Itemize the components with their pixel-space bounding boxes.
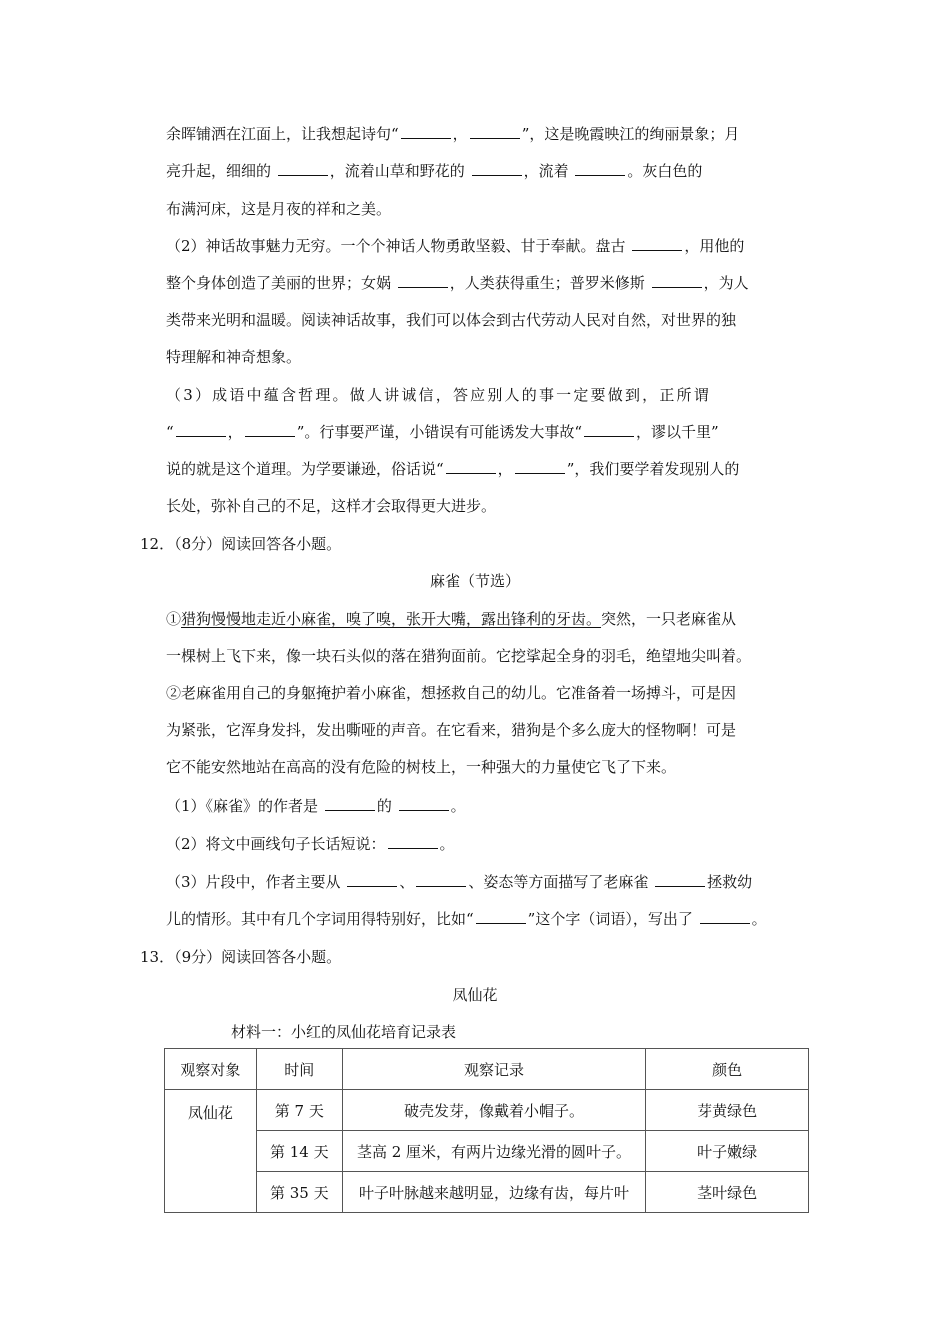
answer-blank[interactable]: [398, 275, 448, 288]
answer-blank[interactable]: [575, 163, 625, 176]
answer-blank[interactable]: [655, 874, 705, 887]
q12-sub3-line1: （3）片段中，作者主要从 、 、姿态等方面描写了老麻雀 拯救幼: [166, 873, 753, 891]
q12-passage-line2: 一棵树上飞下来，像一块石头似的落在猎狗面前。它挖挲起全身的羽毛，绝望地尖叫着。: [166, 647, 752, 665]
q13-passage-title: 凤仙花: [452, 986, 498, 1004]
color-cell: 茎叶绿色: [646, 1172, 809, 1213]
q13-heading: 13．（9分）阅读回答各小题。: [140, 948, 342, 966]
answer-blank[interactable]: [401, 126, 451, 139]
color-cell: 芽黄绿色: [646, 1090, 809, 1131]
header-cell: 观察对象: [165, 1049, 257, 1090]
answer-blank[interactable]: [176, 424, 226, 437]
q11-p3-line4: 长处，弥补自己的不足，这样才会取得更大进步。: [166, 497, 497, 515]
q12-passage-line4: 为紧张，它浑身发抖，发出嘶哑的声音。在它看来，猎狗是个多么庞大的怪物啊！可是: [166, 721, 737, 739]
q11-p1-line1: 余晖铺洒在江面上，让我想起诗句“ ， ”，这是晚霞映江的绚丽景象；月: [166, 125, 740, 143]
record-cell: 叶子叶脉越来越明显，边缘有齿，每片叶: [342, 1172, 645, 1213]
answer-blank[interactable]: [472, 163, 522, 176]
q12-passage-line3: ②老麻雀用自己的身躯掩护着小麻雀，想拯救自己的幼儿。它准备着一场搏斗，可是因: [166, 684, 737, 702]
time-cell: 第 14 天: [256, 1131, 342, 1172]
answer-blank[interactable]: [515, 461, 565, 474]
record-cell: 破壳发芽，像戴着小帽子。: [342, 1090, 645, 1131]
q11-p1-line3: 布满河床，这是月夜的祥和之美。: [166, 200, 392, 218]
answer-blank[interactable]: [399, 798, 449, 811]
q11-p2-line4: 特理解和神奇想象。: [166, 348, 302, 366]
q11-p3-line2: “ ， ”。行事要严谨，小错误有可能诱发大事故“ ，谬以千里”: [166, 423, 719, 441]
q11-p3-line1: （3）成语中蕴含哲理。做人讲诚信，答应别人的事一定要做到，正所谓: [166, 386, 711, 404]
q11-p2-line1: （2）神话故事魅力无穷。一个个神话人物勇敢坚毅、甘于奉献。盘古 ，用他的: [166, 237, 745, 255]
answer-blank[interactable]: [584, 424, 634, 437]
q11-p2-line2: 整个身体创造了美丽的世界；女娲 ，人类获得重生；普罗米修斯 ，为人: [166, 274, 749, 292]
table-row: [165, 1172, 809, 1213]
answer-blank[interactable]: [278, 163, 328, 176]
answer-blank[interactable]: [325, 798, 375, 811]
q12-sub3-line2: 儿的情形。其中有几个字词用得特别好，比如“ ”这个字（词语），写出了 。: [166, 910, 767, 928]
q13-material-caption: 材料一：小红的凤仙花培育记录表: [231, 1023, 457, 1041]
cultivation-record-table: [164, 1048, 809, 1213]
underlined-sentence: 猎狗慢慢地走近小麻雀，嗅了嗅，张开大嘴，露出锋利的牙齿。: [181, 610, 602, 628]
answer-blank[interactable]: [347, 874, 397, 887]
q11-p1-line2: 亮升起，细细的 ，流着山草和野花的 ，流着 。灰白色的: [166, 162, 703, 180]
q11-p2-line3: 类带来光明和温暖。阅读神话故事，我们可以体会到古代劳动人民对自然，对世界的独: [166, 311, 737, 329]
q12-sub2: （2）将文中画线句子长话短说： 。: [166, 835, 455, 853]
answer-blank[interactable]: [470, 126, 520, 139]
color-cell: 叶子嫩绿: [646, 1131, 809, 1172]
answer-blank[interactable]: [476, 911, 526, 924]
answer-blank[interactable]: [632, 238, 682, 251]
table-row: [165, 1131, 809, 1172]
q12-sub1: （1）《麻雀》的作者是 的 。: [166, 797, 466, 815]
answer-blank[interactable]: [245, 424, 295, 437]
q11-p3-line3: 说的就是这个道理。为学要谦逊，俗话说“ ， ”，我们要学着发现别人的: [166, 460, 740, 478]
table-header-row: [165, 1049, 809, 1090]
record-cell: 茎高 2 厘米，有两片边缘光滑的圆叶子。: [342, 1131, 645, 1172]
header-cell: 观察记录: [342, 1049, 645, 1090]
answer-blank[interactable]: [652, 275, 702, 288]
header-cell: 颜色: [646, 1049, 809, 1090]
answer-blank[interactable]: [416, 874, 466, 887]
time-cell: 第 7 天: [256, 1090, 342, 1131]
header-cell: 时间: [256, 1049, 342, 1090]
answer-blank[interactable]: [700, 911, 750, 924]
q12-passage-line5: 它不能安然地站在高高的没有危险的树枝上，一种强大的力量使它飞了下来。: [166, 758, 677, 776]
subject-cell: 凤仙花: [165, 1090, 257, 1213]
q12-heading: 12．（8分）阅读回答各小题。: [140, 535, 342, 553]
time-cell: 第 35 天: [256, 1172, 342, 1213]
q12-passage-line1: ①猎狗慢慢地走近小麻雀，嗅了嗅，张开大嘴，露出锋利的牙齿。突然，一只老麻雀从: [166, 610, 737, 628]
answer-blank[interactable]: [388, 836, 438, 849]
table-row: [165, 1090, 809, 1131]
q12-passage-title: 麻雀（节选）: [429, 572, 520, 590]
answer-blank[interactable]: [446, 461, 496, 474]
